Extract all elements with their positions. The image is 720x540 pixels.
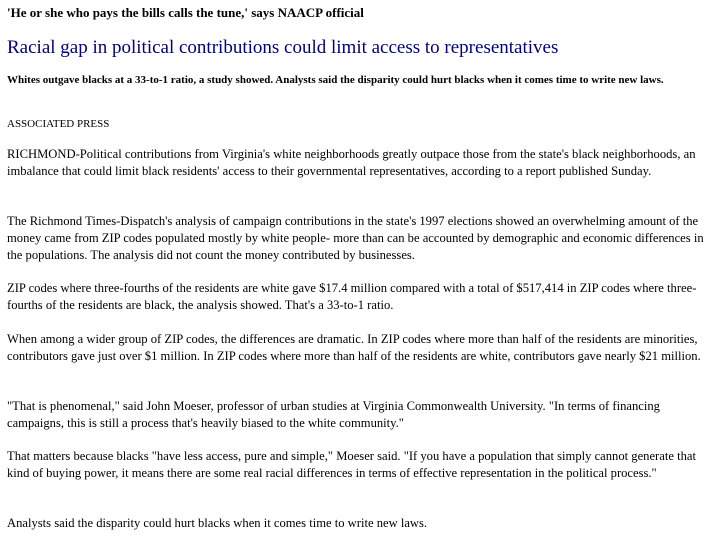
- article-paragraph: When among a wider group of ZIP codes, the differences are dramatic. In ZIP codes where more than half of the residents are minorities, contributors gave just over $1 million. In ZIP codes where more than half of the residents are white, contributors gave nearly $21 million.: [7, 332, 701, 363]
- article-paragraph: That matters because blacks "have less access, pure and simple," Moeser said. "If you have a population that simply cannot generate that kind of buying power, it means there are some real racial differences in terms of effective representation in the political process.": [7, 449, 696, 480]
- headline: Racial gap in political contributions could limit access to representatives: [7, 37, 559, 58]
- article-paragraph: The Richmond Times-Dispatch's analysis of campaign contributions in the state's 1997 elections showed an overwhelming amount of the money came from ZIP codes populated mostly by white people- more than can be accounted by demographic and economic differences in the populations. The analysis did not count the money contributed by businesses.: [7, 214, 704, 262]
- byline: ASSOCIATED PRESS: [7, 118, 110, 130]
- kicker-quote: 'He or she who pays the bills calls the tune,' says NAACP official: [7, 5, 364, 20]
- article-paragraph: Analysts said the disparity could hurt blacks when it comes time to write new laws.: [7, 516, 428, 530]
- article-paragraph: ZIP codes where three-fourths of the residents are white gave $17.4 million compared with a total of $517,414 in ZIP codes where three-fourths of the residents are black, the analysis showed. That's a 33-to-1 ratio.: [7, 281, 697, 312]
- deck-summary: Whites outgave blacks at a 33-to-1 ratio, a study showed. Analysts said the disparity could hurt blacks when it comes time to write new laws.: [7, 74, 664, 86]
- article-paragraph: "That is phenomenal," said John Moeser, professor of urban studies at Virginia Commonwealth University. "In terms of financing campaigns, this is still a process that's heavily biased to the white community.": [7, 399, 660, 430]
- article-paragraph: RICHMOND-Political contributions from Virginia's white neighborhoods greatly outpace those from the state's black neighborhoods, an imbalance that could limit black residents' access to their governmental representatives, according to a report published Sunday.: [7, 147, 696, 178]
